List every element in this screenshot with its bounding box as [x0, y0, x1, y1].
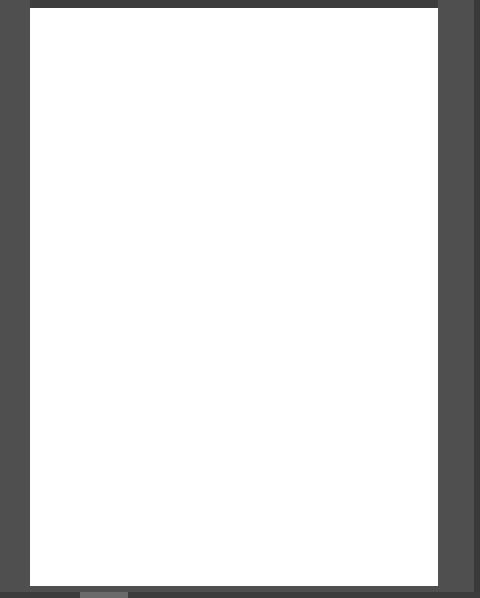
- document-page: [30, 8, 438, 586]
- horizontal-scrollbar[interactable]: [0, 592, 480, 598]
- scrollbar-thumb[interactable]: [80, 592, 128, 598]
- previous-page-edge: [30, 0, 438, 8]
- scrollbar-track[interactable]: [474, 0, 480, 598]
